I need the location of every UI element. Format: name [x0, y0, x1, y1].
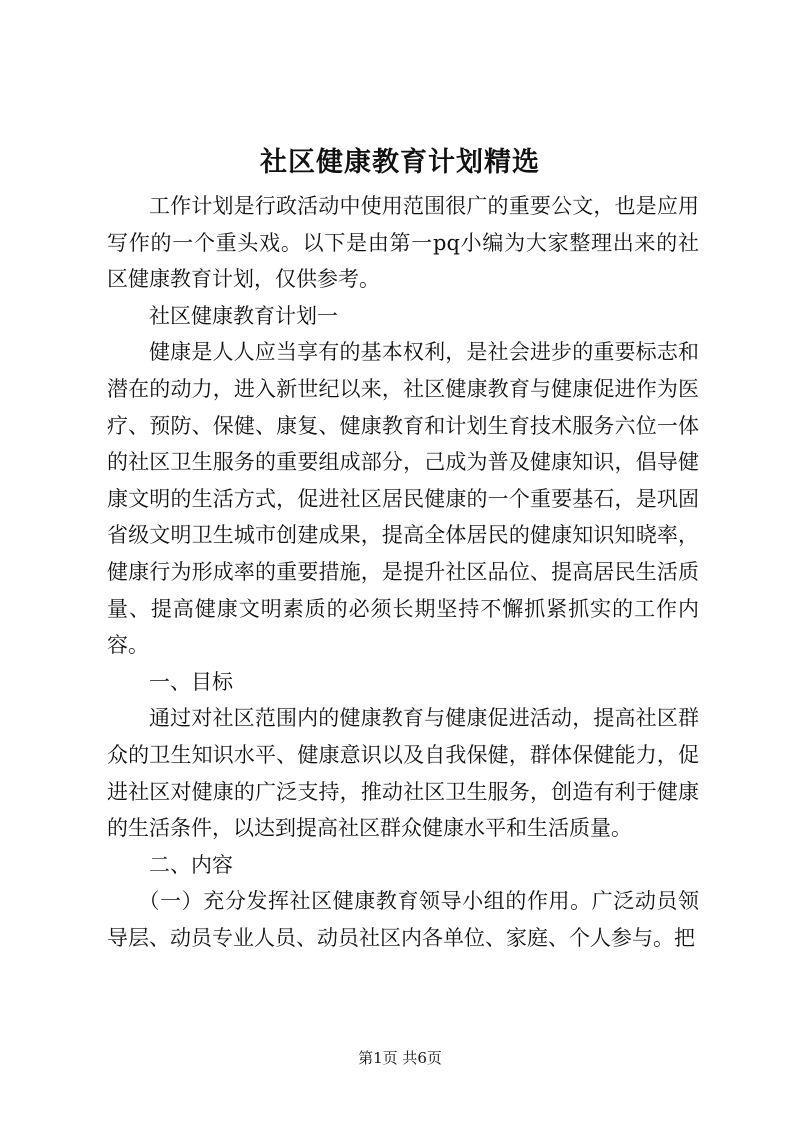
body-paragraph: （一）充分发挥社区健康教育领导小组的作用。广泛动员领导层、动员专业人员、动员社区内各单位、家庭、个人参与。把	[107, 889, 699, 950]
section-heading-plan-one: 社区健康教育计划一	[149, 303, 338, 328]
body-paragraph: 健康是人人应当享有的基本权利，是社会进步的重要标志和潜在的动力，进入新世纪以来，社区健康教育与健康促进作为医疗、预防、保健、康复、健康教育和计划生育技术服务六位一体的社区卫生服务的重要组成部分，己成为普及健康知识，倡导健康文明的生活方式，促进社区居民健康的一个重要基石，是巩固省级文明卫生城市创建成果，提高全体居民的健康知识知晓率，健康行为形成率的重要措施，是提升社区品位、提高居民生活质量、提高健康文明素质的必须长期坚持不懈抓紧抓实的工作内容。	[107, 340, 699, 658]
intro-paragraph: 工作计划是行政活动中使用范围很广的重要公文，也是应用写作的一个重头戏。以下是由第一pq小编为大家整理出来的社区健康教育计划，仅供参考。	[107, 194, 699, 292]
document-body	[107, 188, 699, 956]
body-paragraph: 通过对社区范围内的健康教育与健康促进活动，提高社区群众的卫生知识水平、健康意识以及自我保健，群体保健能力，促进社区对健康的广泛支持，推动社区卫生服务，创造有利于健康的生活条件，以达到提高社区群众健康水平和生活质量。	[107, 706, 699, 841]
document-title: 社区健康教育计划精选	[260, 147, 540, 178]
section-heading-content: 二、内容	[149, 852, 233, 877]
section-heading-goals: 一、目标	[149, 669, 233, 694]
page-number-footer: 第1页 共6页	[358, 1049, 442, 1067]
